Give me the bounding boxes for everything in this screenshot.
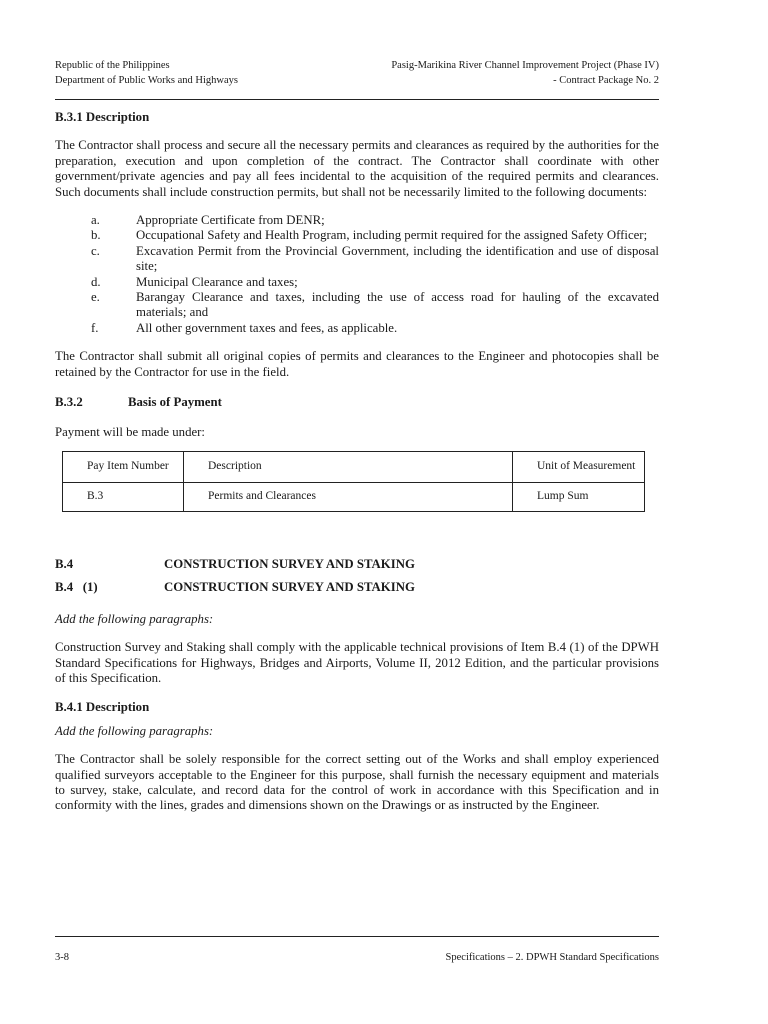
header-republic: Republic of the Philippines <box>55 60 170 71</box>
section-b32-title: Basis of Payment <box>128 395 222 410</box>
list-item-text: Barangay Clearance and taxes, including the use of access road for hauling of the excavated materials; and <box>136 290 659 320</box>
table-cell: B.3 <box>63 482 184 511</box>
table-cell: Lump Sum <box>513 482 645 511</box>
section-b31-closing-paragraph: The Contractor shall submit all original copies of permits and clearances to the Engineer and photocopies shall be retained by the Contractor for use in the field. <box>55 349 659 379</box>
list-item-label: e. <box>91 290 100 305</box>
section-b4-number: B.4 <box>55 556 74 571</box>
footer-title: Specifications – 2. DPWH Standard Specifications <box>445 952 659 963</box>
list-item-label: d. <box>91 274 101 289</box>
section-b31-heading: B.3.1 Description <box>55 110 150 124</box>
section-b41-sub-heading <box>55 580 659 595</box>
header-right <box>391 58 659 88</box>
table-header-cell: Pay Item Number <box>63 451 184 482</box>
section-b4-paragraph: Construction Survey and Staking shall comply with the applicable technical provisions of Item B.4 (1) of the DPWH Standard Specifications for Highways, Bridges and Airports, Volume II, 2012 Edition, and the particular provisions of this Specification. <box>55 640 659 685</box>
list-item-label: b. <box>91 228 101 243</box>
section-b4-title: CONSTRUCTION SURVEY AND STAKING <box>164 556 415 571</box>
b41-instruction: Add the following paragraphs: <box>55 723 214 738</box>
document-page <box>55 0 659 1024</box>
list-item-text: Municipal Clearance and taxes; <box>136 274 298 289</box>
header-left <box>55 58 238 88</box>
header-department: Department of Public Works and Highways <box>55 75 238 86</box>
list-item <box>55 321 659 336</box>
list-item <box>55 244 659 275</box>
table-header-cell: Unit of Measurement <box>513 451 645 482</box>
section-b31-paragraph: The Contractor shall process and secure all the necessary permits and clearances as required by the authorities for the preparation, execution and upon completion of the contract. The Contractor shall coordinate with other government/private agencies and pay all fees incidental to the acquisition of the required permits and clearances. Such documents shall include construction permits, but shall not be necessarily limited to the following documents: <box>55 138 659 199</box>
section-b4-heading <box>55 557 659 572</box>
table-header-row <box>63 451 645 482</box>
table-cell: Permits and Clearances <box>184 482 513 511</box>
footer-page-number: 3-8 <box>55 952 69 963</box>
list-item-text: All other government taxes and fees, as applicable. <box>136 320 398 335</box>
list-item <box>55 213 659 228</box>
list-item-label: c. <box>91 243 100 258</box>
list-item-label: f. <box>91 320 99 335</box>
section-b32-number: B.3.2 <box>55 395 83 410</box>
footer-rule <box>55 936 659 937</box>
section-b41-heading: B.4.1 Description <box>55 700 150 715</box>
section-b4-sub-title: CONSTRUCTION SURVEY AND STAKING <box>164 580 415 595</box>
table-header-cell: Description <box>184 451 513 482</box>
payment-intro: Payment will be made under: <box>55 424 205 439</box>
pay-item-table <box>62 451 645 512</box>
header-rule <box>55 99 659 100</box>
list-item-text: Occupational Safety and Health Program, including permit required for the assigned Safety Officer; <box>136 228 648 243</box>
list-item-label: a. <box>91 213 100 228</box>
header-package: - Contract Package No. 2 <box>553 75 659 86</box>
list-item-text: Excavation Permit from the Provincial Government, including the identification and use of disposal site; <box>136 243 659 274</box>
b4-instruction: Add the following paragraphs: <box>55 611 214 626</box>
list-item <box>55 275 659 290</box>
section-b32-heading <box>55 395 659 410</box>
table-row <box>63 482 645 511</box>
list-item-text: Appropriate Certificate from DENR; <box>136 213 325 228</box>
list-item <box>55 228 659 243</box>
list-item <box>55 290 659 321</box>
permits-list <box>55 213 659 336</box>
section-b41-paragraph: The Contractor shall be solely responsible for the correct setting out of the Works and shall employ experienced qualified surveyors acceptable to the Engineer for this purpose, shall furnish the necessary equipment and materials to survey, stake, calculate, and record data for the control of work in accordance with this Specification and in conformity with the lines, grades and dimensions shown on the Drawings or as instructed by the Engineer. <box>55 752 659 813</box>
section-b4-sub-number: B.4 (1) <box>55 580 98 595</box>
document-body <box>55 110 659 814</box>
header-project: Pasig-Marikina River Channel Improvement Project (Phase IV) <box>391 60 659 71</box>
